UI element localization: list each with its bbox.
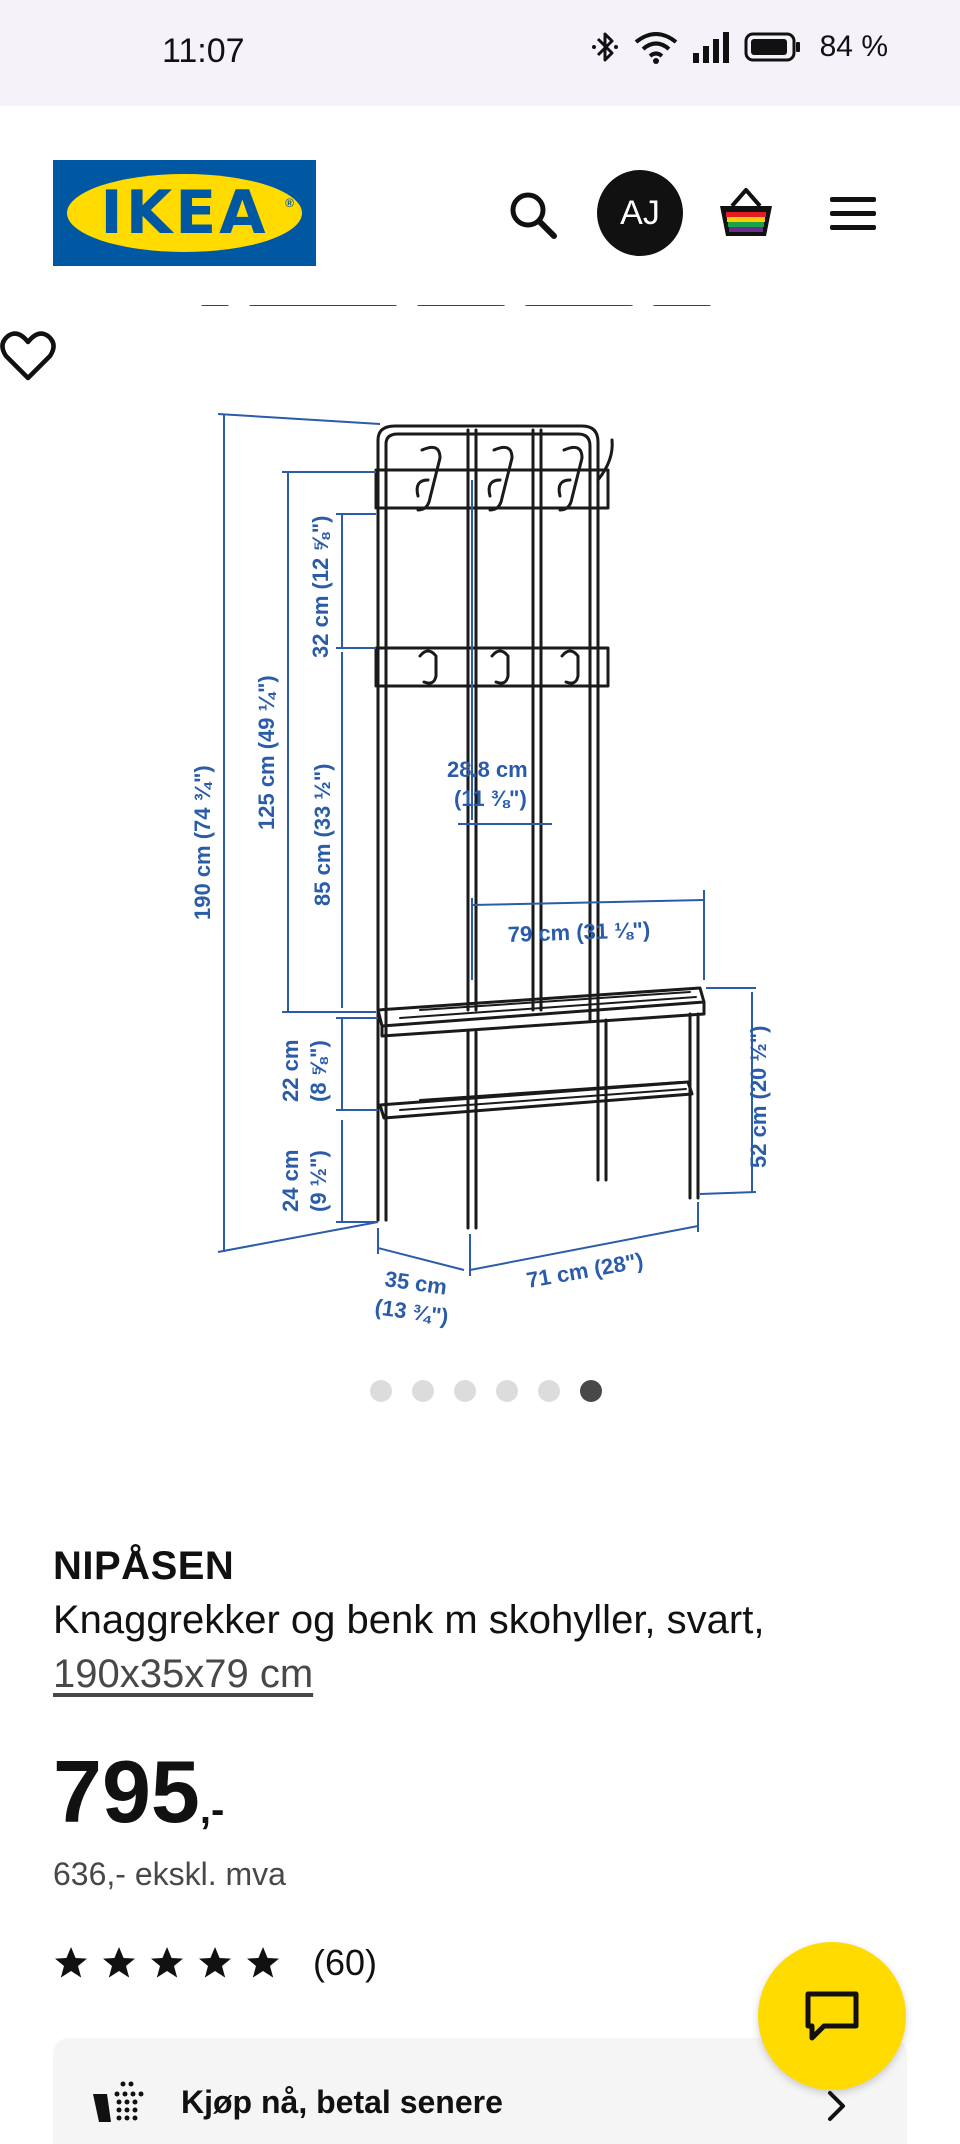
signal-icon <box>692 31 730 63</box>
dimension-drawing <box>0 330 960 1370</box>
carousel-dot[interactable] <box>538 1380 560 1402</box>
star-icon <box>101 1945 137 1981</box>
dimension-lines <box>218 414 756 1276</box>
coat-rack-drawing <box>376 426 704 1228</box>
dim-bench-width: 79 cm (31 ⅛") <box>507 917 651 947</box>
price-suffix: ,- <box>199 1788 225 1832</box>
dim-total-height: 190 cm (74 ¾") <box>190 765 215 920</box>
carousel-dot[interactable] <box>370 1380 392 1402</box>
product-rating[interactable] <box>53 1942 377 1984</box>
dimension-labels <box>190 515 771 1329</box>
clipped-text-line <box>200 296 780 306</box>
dim-hook-spacing: 28.8 cm <box>447 757 528 782</box>
shopping-basket-icon[interactable] <box>716 186 776 242</box>
star-icon <box>53 1945 89 1981</box>
dim-shelf-gap: 22 cm <box>278 1039 303 1102</box>
battery-percent: 84 % <box>819 30 888 63</box>
product-price <box>53 1742 225 1841</box>
dim-lower-shelf-in: (9 ½") <box>306 1150 331 1212</box>
dim-bench-height: 52 cm (20 ½") <box>746 1025 771 1168</box>
carousel-dot[interactable] <box>454 1380 476 1402</box>
battery-icon <box>744 32 802 62</box>
dim-hook-spacing-in: (11 ⅜") <box>454 786 527 811</box>
dim-rail-to-bench: 85 cm (33 ½") <box>310 763 335 906</box>
bnpl-label: Kjøp nå, betal senere <box>181 2084 503 2120</box>
rating-count: (60) <box>313 1942 378 1983</box>
carousel-dot[interactable] <box>412 1380 434 1402</box>
menu-icon[interactable] <box>828 194 878 234</box>
carousel-dots <box>0 1380 960 1410</box>
star-icon <box>245 1945 281 1981</box>
status-bar <box>0 0 960 106</box>
dim-base-width: 71 cm (28") <box>524 1247 646 1293</box>
price-main: 795 <box>53 1742 200 1841</box>
star-icon <box>149 1945 185 1981</box>
product-image-gallery[interactable] <box>0 330 960 1370</box>
dim-lower-shelf: 24 cm <box>278 1149 303 1212</box>
product-size-link[interactable]: 190x35x79 cm <box>53 1652 314 1696</box>
shopping-bag-dotted-icon <box>89 2078 145 2126</box>
star-icon <box>197 1945 233 1981</box>
price-ex-vat: 636,- ekskl. mva <box>53 1856 286 1892</box>
product-name: NIPÅSEN <box>53 1544 235 1588</box>
chevron-right-icon <box>825 2090 849 2122</box>
carousel-dot[interactable] <box>496 1380 518 1402</box>
wifi-icon <box>634 30 678 64</box>
search-icon[interactable] <box>506 188 560 242</box>
product-description: Knaggrekker og benk m skohyller, svart, <box>53 1598 765 1642</box>
carousel-dot-active[interactable] <box>580 1380 602 1402</box>
bluetooth-icon <box>590 30 620 64</box>
dim-rail-spacing: 32 cm (12 ⅝") <box>308 515 333 658</box>
dim-depth: 35 cm <box>383 1266 449 1300</box>
logo-text: IKEA <box>100 178 269 248</box>
heart-icon[interactable] <box>0 330 56 382</box>
avatar[interactable]: AJ <box>597 170 683 256</box>
ikea-logo[interactable] <box>53 160 316 266</box>
chat-bubble-icon <box>804 1990 860 2042</box>
status-time: 11:07 <box>162 32 245 70</box>
status-icons <box>590 30 888 64</box>
dim-depth-in: (13 ¾") <box>373 1294 451 1330</box>
dim-rail-height: 125 cm (49 ¼") <box>254 675 279 830</box>
header <box>0 106 960 302</box>
chat-button[interactable] <box>758 1942 906 2090</box>
registered-mark: ® <box>285 196 294 210</box>
dim-shelf-gap-in: (8 ⅝") <box>306 1040 331 1102</box>
